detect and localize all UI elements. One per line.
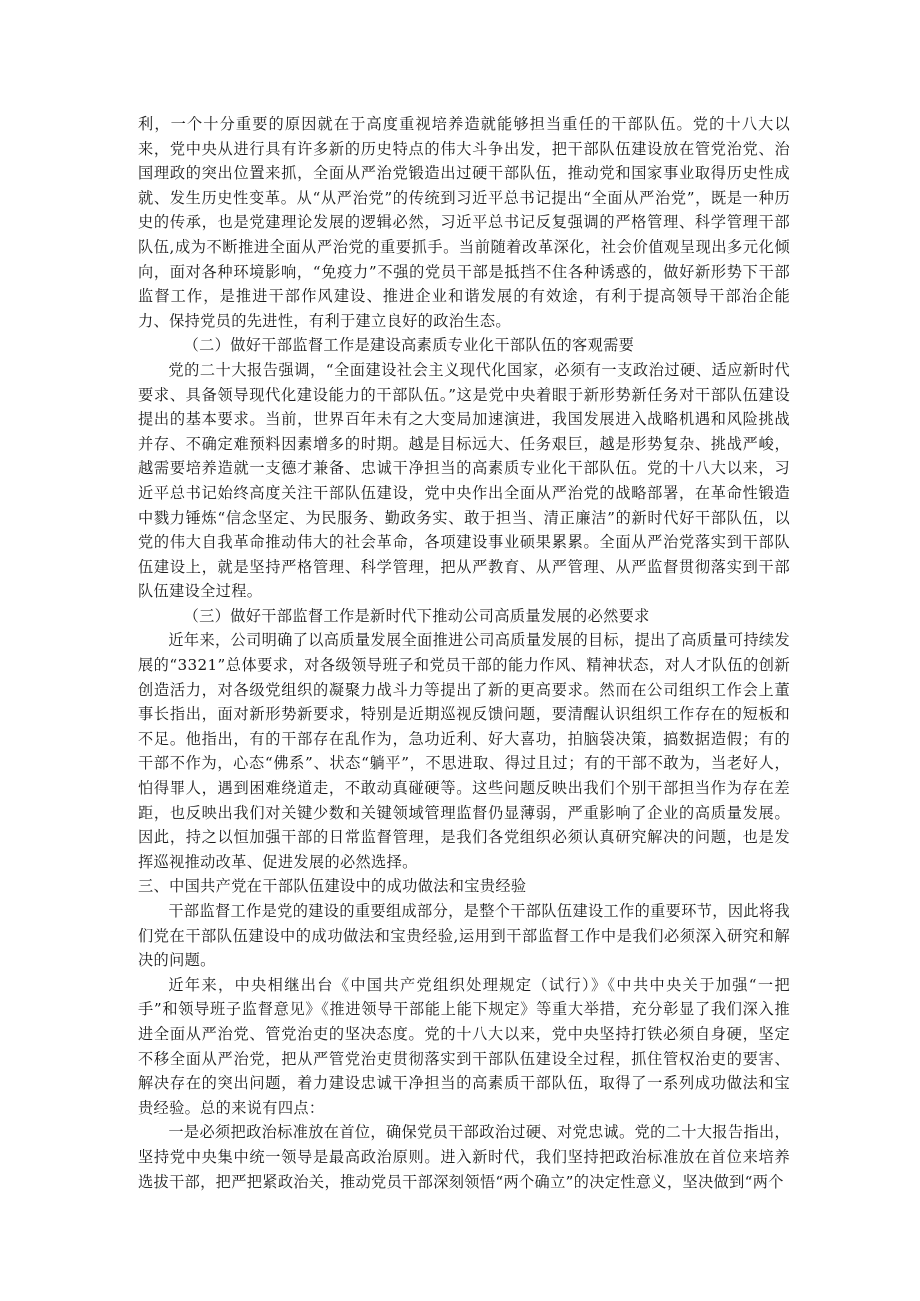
section-heading-2: （二）做好干部监督工作是建设高素质专业化干部队伍的客观需要 — [183, 336, 635, 355]
section-heading-3: （三）做好干部监督工作是新时代下推动公司高质量发展的必然要求 — [183, 606, 650, 625]
body-paragraph: 党的二十大报告强调，“全面建设社会主义现代化国家，必须有一支政治过硬、适应新时代要求、具备领导现代化建设能力的干部队伍。”这是党中央着眼于新形势新任务对干部队伍建设提出的基本要求。当前，世界百年未有之大变局加速演进，我国发展进入战略机遇和风险挑战并存、不确定难预料因素增多的时期。越是目标远大、任务艰巨，越是形势复杂、挑战严峻，越需要培养造就一支德才兼备、忠诚干净担当的高素质专业化干部队伍。党的十八大以来，习近平总书记始终高度关注干部队伍建设，党中央作出全面从严治党的战略部署，在革命性锻造中戮力锤炼“信念坚定、为民服务、勤政务实、敢于担当、清正廉洁”的新时代好干部队伍，以党的伟大自我革命推动伟大的社会革命，各项建设事业硕果累累。全面从严治党落实到干部队伍建设上，就是坚持严格管理、科学管理，把从严教育、从严管理、从严监督贯彻落实到干部队伍建设全过程。 — [138, 360, 790, 601]
body-paragraph: 近年来，中央相继出台《中国共产党组织处理规定（试行）》《中共中央关于加强“一把手”和领导班子监督意见》《推进领导干部能上能下规定》等重大举措，充分彰显了我们深入推进全面从严治党、管党治吏的坚决态度。党的十八大以来，党中央坚持打铁必须自身硬，坚定不移全面从严治党，把从严管党治吏贯彻落实到干部队伍建设全过程，抓住管权治吏的要害、解决存在的突出问题，着力建设忠诚干净担当的高素质干部队伍，取得了一系列成功做法和宝贵经验。总的来说有四点： — [138, 975, 790, 1117]
body-paragraph: 干部监督工作是党的建设的重要组成部分，是整个干部队伍建设工作的重要环节，因此将我们党在干部队伍建设中的成功做法和宝贵经验,运用到干部监督工作中是我们必须深入研究和解决的问题。 — [138, 902, 790, 970]
chapter-heading-3: 三、中国共产党在干部队伍建设中的成功做法和宝贵经验 — [138, 877, 527, 896]
continuation-paragraph: 利，一个十分重要的原因就在于高度重视培养造就能够担当重任的干部队伍。党的十八大以来，党中央从进行具有许多新的历史特点的伟大斗争出发，把干部队伍建设放在管党治党、治国理政的突出位置来抓，全面从严治党锻造出过硬干部队伍，推动党和国家事业取得历史性成就、发生历史性变革。从“从严治党”的传统到习近平总书记提出“全面从严治党”，既是一种历史的传承，也是党建理论发展的逻辑必然，习近平总书记反复强调的严格管理、科学管理干部队伍,成为不断推进全面从严治党的重要抓手。当前随着改革深化，社会价值观呈现出多元化倾向，面对各种环境影响，“免疫力”不强的党员干部是抵挡不住各种诱惑的，做好新形势下干部监督工作，是推进干部作风建设、推进企业和谐发展的有效途，有利于提高领导干部治企能力、保持党员的先进性，有利于建立良好的政治生态。 — [138, 115, 790, 330]
body-paragraph: 近年来，公司明确了以高质量发展全面推进公司高质量发展的目标，提出了高质量可持续发展的“3321”总体要求，对各级领导班子和党员干部的能力作风、精神状态，对人才队伍的创新创造活力，对各级党组织的凝聚力战斗力等提出了新的更高要求。然而在公司组织工作会上董事长指出，面对新形势新要求，特别是近期巡视反馈问题，要清醒认识组织工作存在的短板和不足。他指出，有的干部存在乱作为，急功近利、好大喜功，拍脑袋决策，搞数据造假；有的干部不作为，心态“佛系”、状态“躺平”，不思进取、得过且过；有的干部不敢为，当老好人，怕得罪人，遇到困难绕道走，不敢动真碰硬等。这些问题反映出我们个别干部担当作为存在差距，也反映出我们对关键少数和关键领域管理监督仍显薄弱，严重影响了企业的高质量发展。因此，持之以恒加强干部的日常监督管理，是我们各党组织必须认真研究解决的问题，也是发挥巡视推动改革、促进发展的必然选择。 — [138, 631, 790, 871]
document-page — [138, 112, 790, 1194]
body-paragraph: 一是必须把政治标准放在首位，确保党员干部政治过硬、对党忠诚。党的二十大报告指出，坚持党中央集中统一领导是最高政治原则。进入新时代，我们坚持把政治标准放在首位来培养选拔干部，把严把紧政治关，推动党员干部深刻领悟“两个确立”的决定性意义，坚决做到“两个 — [138, 1123, 790, 1191]
